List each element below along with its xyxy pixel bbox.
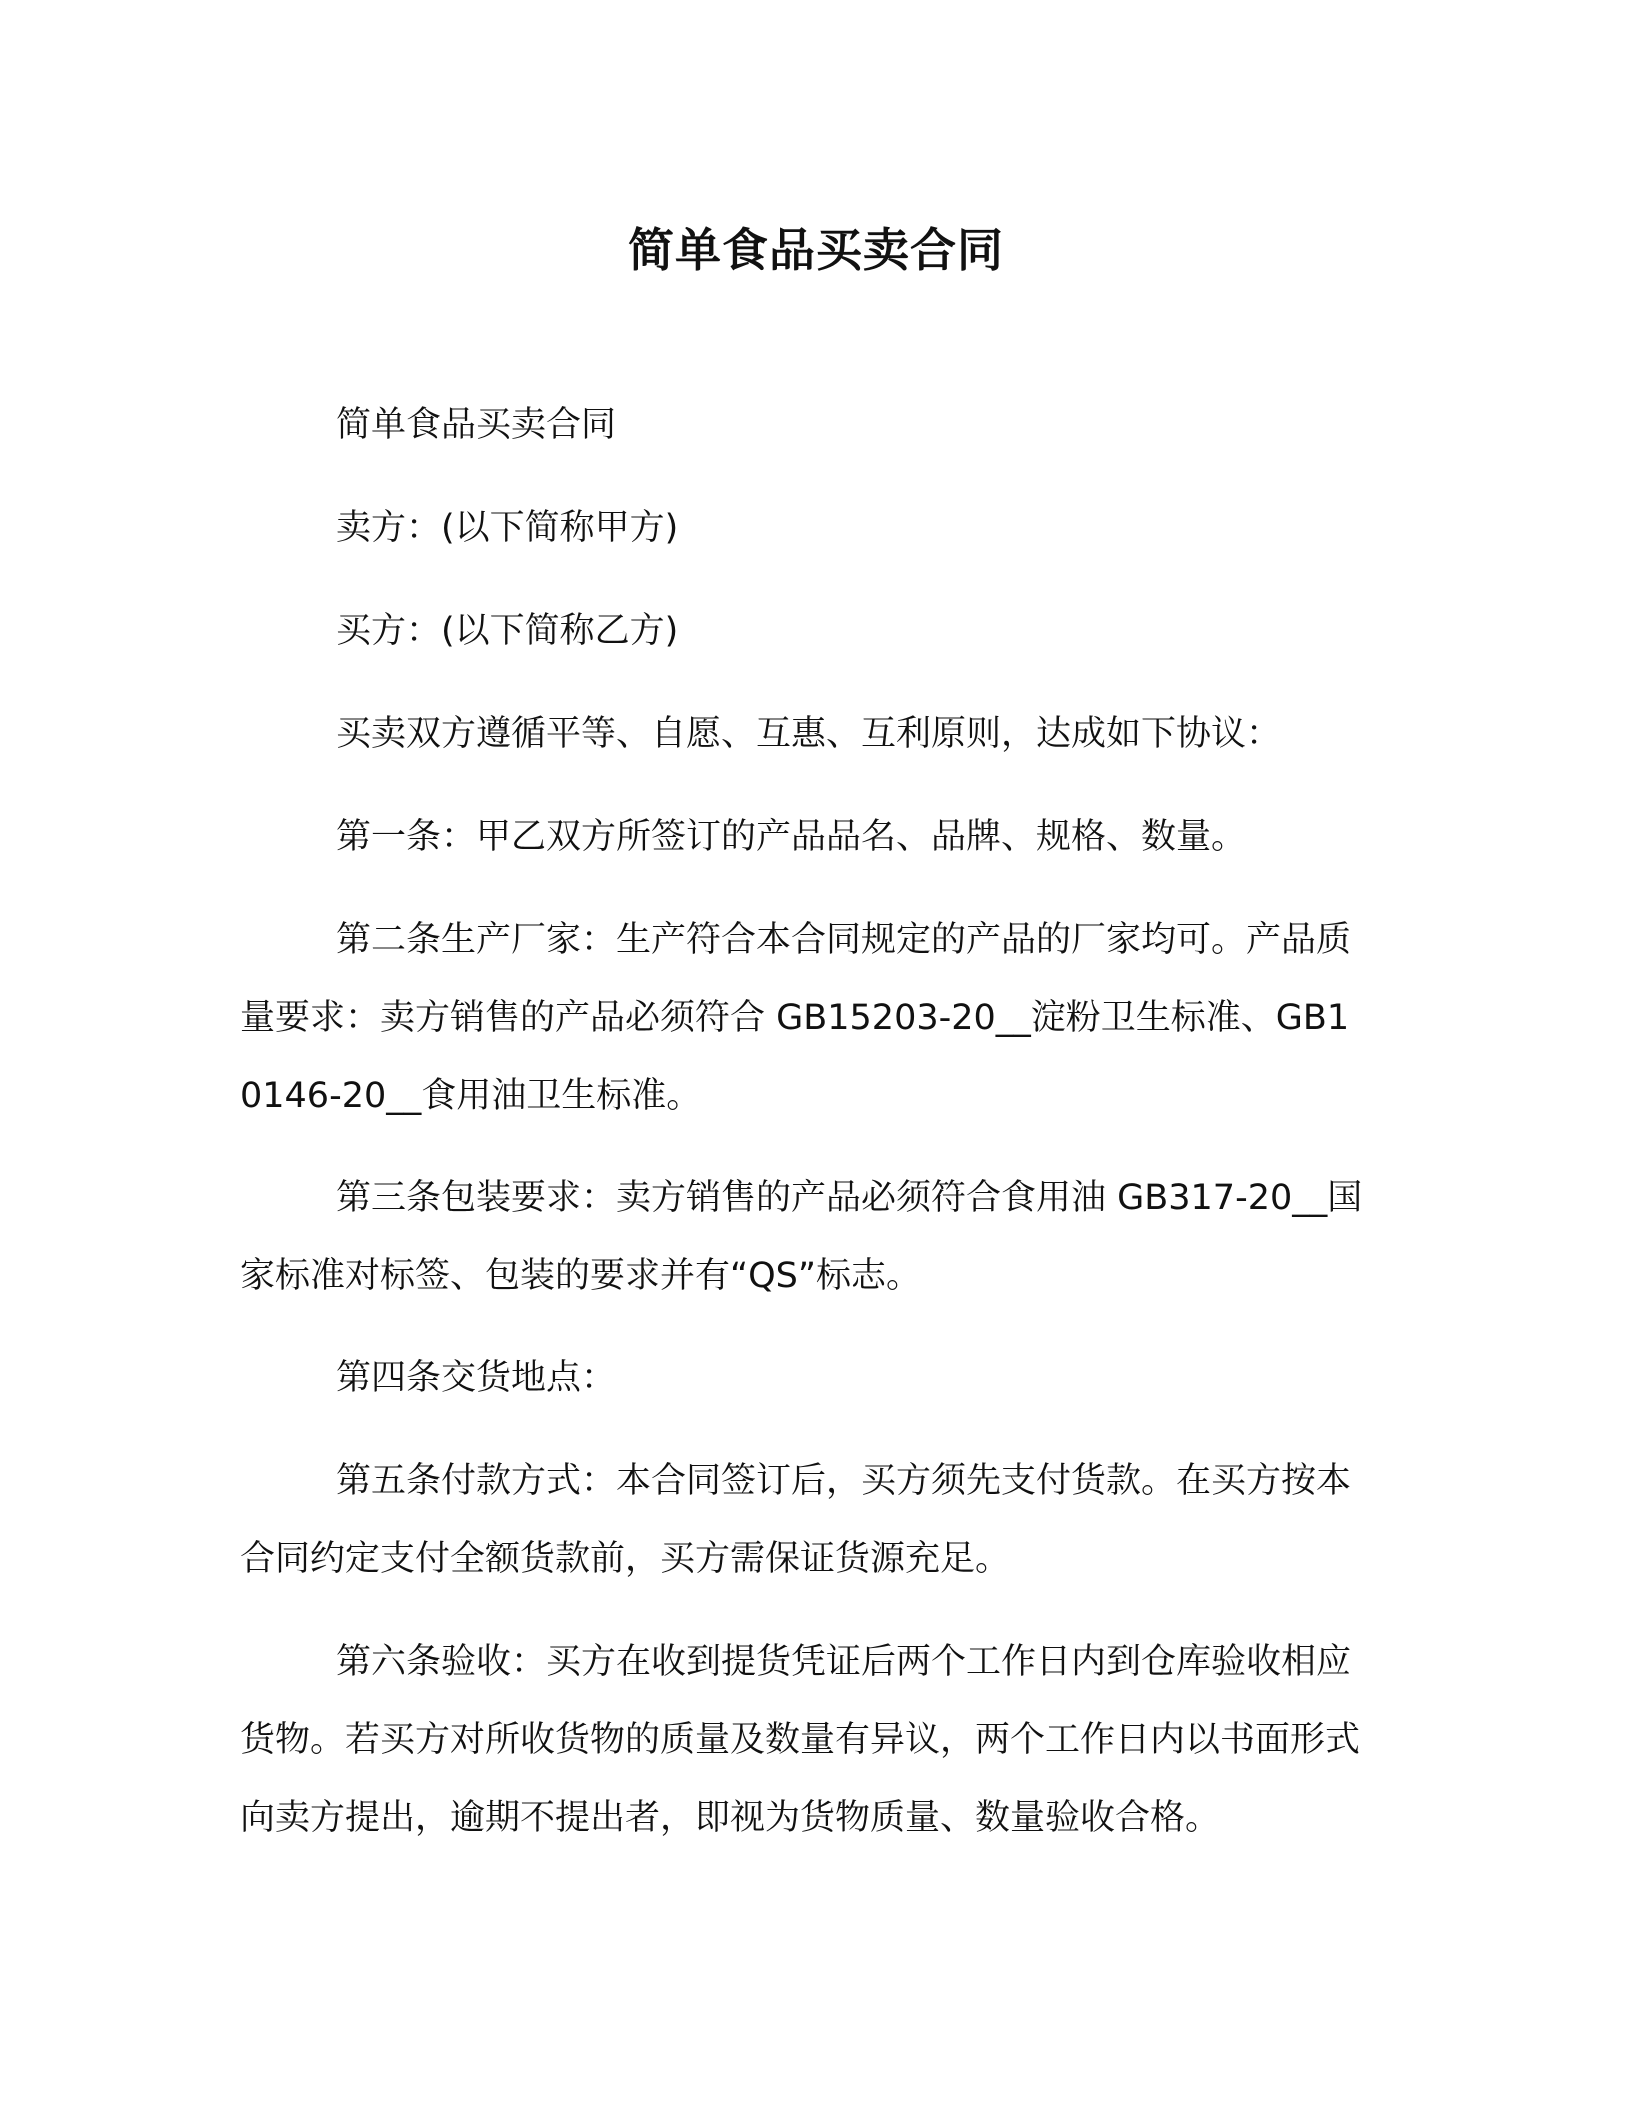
paragraph-article-6: 第六条验收：买方在收到提货凭证后两个工作日内到仓库验收相应货物。若买方对所收货物的质量及数量有异议，两个工作日内以书面形式向卖方提出，逾期不提出者，即视为货物质量、数量验收合格。: [240, 1642, 1361, 1838]
paragraph-seller: 卖方：(以下简称甲方): [336, 508, 679, 548]
paragraph-preamble: 买卖双方遵循平等、自愿、互惠、互利原则，达成如下协议：: [336, 714, 1282, 754]
paragraph-buyer: 买方：(以下简称乙方): [336, 611, 679, 651]
paragraph-article-5: 第五条付款方式：本合同签订后，买方须先支付货款。在买方按本合同约定支付全额货款前，买方需保证货源充足。: [240, 1461, 1352, 1579]
paragraph-article-4: 第四条交货地点：: [336, 1358, 617, 1398]
paragraph-article-3: 第三条包装要求：卖方销售的产品必须符合食用油 GB317-20__国家标准对标签、包装的要求并有“QS”标志。: [240, 1178, 1363, 1296]
paragraph-article-2: 第二条生产厂家：生产符合本合同规定的产品的厂家均可。产品质量要求：卖方销售的产品必须符合 GB15203-20__淀粉卫生标准、GB10146-20__食用油卫生标准。: [240, 920, 1352, 1116]
document-title: 简单食品买卖合同: [628, 223, 1004, 277]
paragraph-heading: 简单食品买卖合同: [336, 405, 617, 445]
paragraph-article-1: 第一条：甲乙双方所签订的产品品名、品牌、规格、数量。: [336, 817, 1247, 857]
